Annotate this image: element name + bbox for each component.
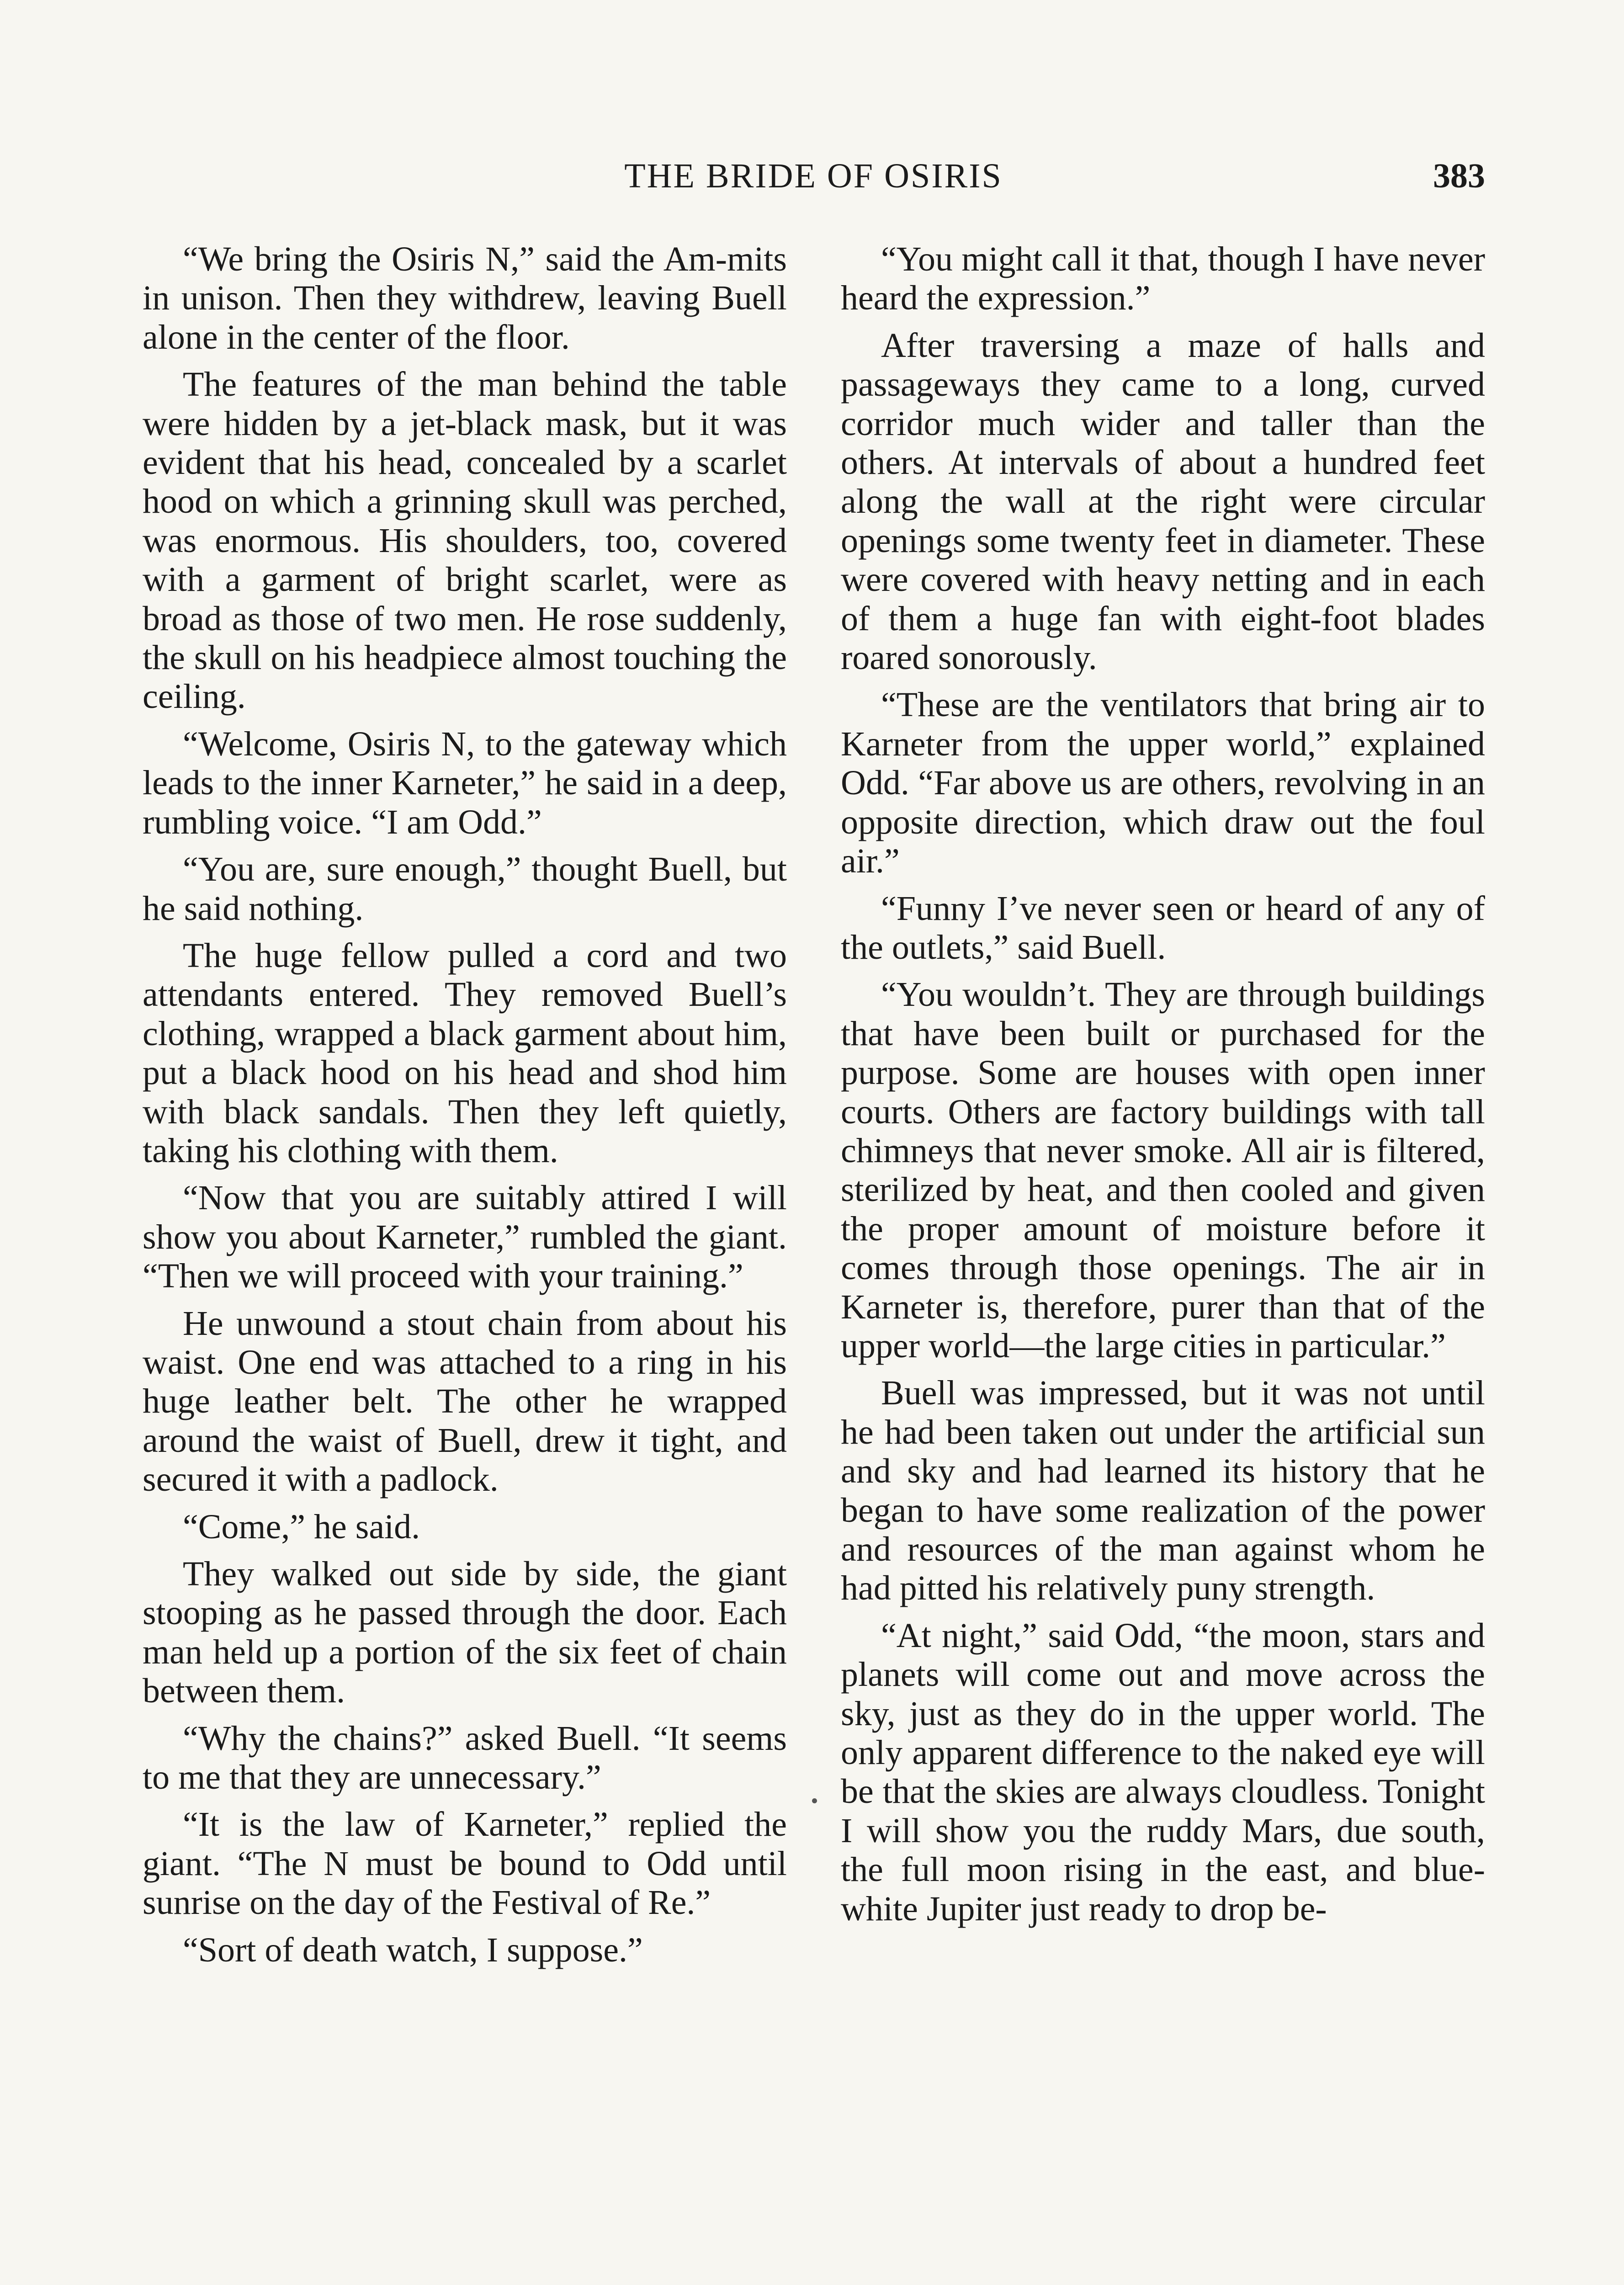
- running-title: THE BRIDE OF OSIRIS: [624, 157, 1003, 195]
- paragraph: After traversing a maze of halls and passageways they came to a long, curved corridor much wider and taller than the others. At intervals of about a hundred feet along the wall at the right were circular openings some twenty feet in diameter. These were covered with heavy netting and in each of them a huge fan with eight-foot blades roared sonorously.: [841, 326, 1485, 677]
- page-header: [142, 151, 1485, 201]
- paragraph: “Sort of death watch, I suppose.”: [183, 1930, 643, 1969]
- paragraph: “Come,” he said.: [183, 1507, 420, 1546]
- paragraph: Buell was impressed, but it was not until he had been taken out under the artificial sun and sky and had learned its history that he began to have some realization of the power and resources of the man against whom he had pitted his relatively puny strength.: [841, 1374, 1485, 1608]
- paragraph: They walked out side by side, the giant stooping as he passed through the door. Each man held up a portion of the six feet of chain between them.: [143, 1555, 787, 1711]
- page-number: 383: [1433, 157, 1485, 195]
- paragraph: “Welcome, Osiris N, to the gateway which leads to the inner Karneter,” he said in a deep, rumbling voice. “I am Odd.”: [143, 724, 787, 841]
- right-column: [841, 240, 1485, 1937]
- paragraph: “We bring the Osiris N,” said the Am-mits in unison. Then they withdrew, leaving Buell alone in the center of the floor.: [143, 240, 787, 356]
- paragraph: “Why the chains?” asked Buell. “It seems to me that they are unnecessary.”: [143, 1719, 787, 1797]
- paragraph: The huge fellow pulled a cord and two attendants entered. They removed Buell’s clothing, wrapped a black garment about him, put a black hood on his head and shod him with black sandals. Then they left quietly, taking his clothing with them.: [143, 936, 787, 1170]
- paragraph: “These are the ventilators that bring air to Karneter from the upper world,” explained Odd. “Far above us are others, revolving in an opposite direction, which draw out the foul air.”: [841, 686, 1485, 881]
- paragraph: “Now that you are suitably attired I will show you about Karneter,” rumbled the giant. “Then we will proceed with your training.”: [143, 1179, 787, 1296]
- paragraph: “You might call it that, though I have never heard the expression.”: [841, 240, 1485, 318]
- paragraph: “You wouldn’t. They are through buildings that have been built or purchased for the purpose. Some are houses with open inner courts. Others are factory buildings with tall chimneys that never smoke. All air is filtered, sterilized by heat, and then cooled and given the proper amount of moisture before it comes through those openings. The air in Karneter is, therefore, purer than that of the upper world—the large cities in particular.”: [841, 975, 1485, 1365]
- paragraph: “You are, sure enough,” thought Buell, but he said nothing.: [143, 850, 787, 928]
- ink-speck: [812, 1798, 817, 1803]
- paragraph: “At night,” said Odd, “the moon, stars and planets will come out and move across the sky, just as they do in the upper world. The only apparent difference to the naked eye will be that the skies are always cloudless. Tonight I will show you the ruddy Mars, due south, the full moon rising in the east, and blue-white Jupiter just ready to drop be-: [841, 1616, 1485, 1928]
- paragraph: “It is the law of Karneter,” replied the giant. “The N must be bound to Odd until sunrise on the day of the Festival of Re.”: [143, 1805, 787, 1922]
- left-column: [143, 240, 787, 1978]
- paragraph: The features of the man behind the table were hidden by a jet-black mask, but it was evident that his head, concealed by a scarlet hood on which a grinning skull was perched, was enormous. His shoulders, too, covered with a garment of bright scarlet, were as broad as those of two men. He rose suddenly, the skull on his headpiece almost touching the ceiling.: [143, 365, 787, 716]
- paragraph: He unwound a stout chain from about his waist. One end was attached to a ring in his huge leather belt. The other he wrapped around the waist of Buell, drew it tight, and secured it with a padlock.: [143, 1304, 787, 1499]
- paragraph: “Funny I’ve never seen or heard of any of the outlets,” said Buell.: [841, 889, 1485, 967]
